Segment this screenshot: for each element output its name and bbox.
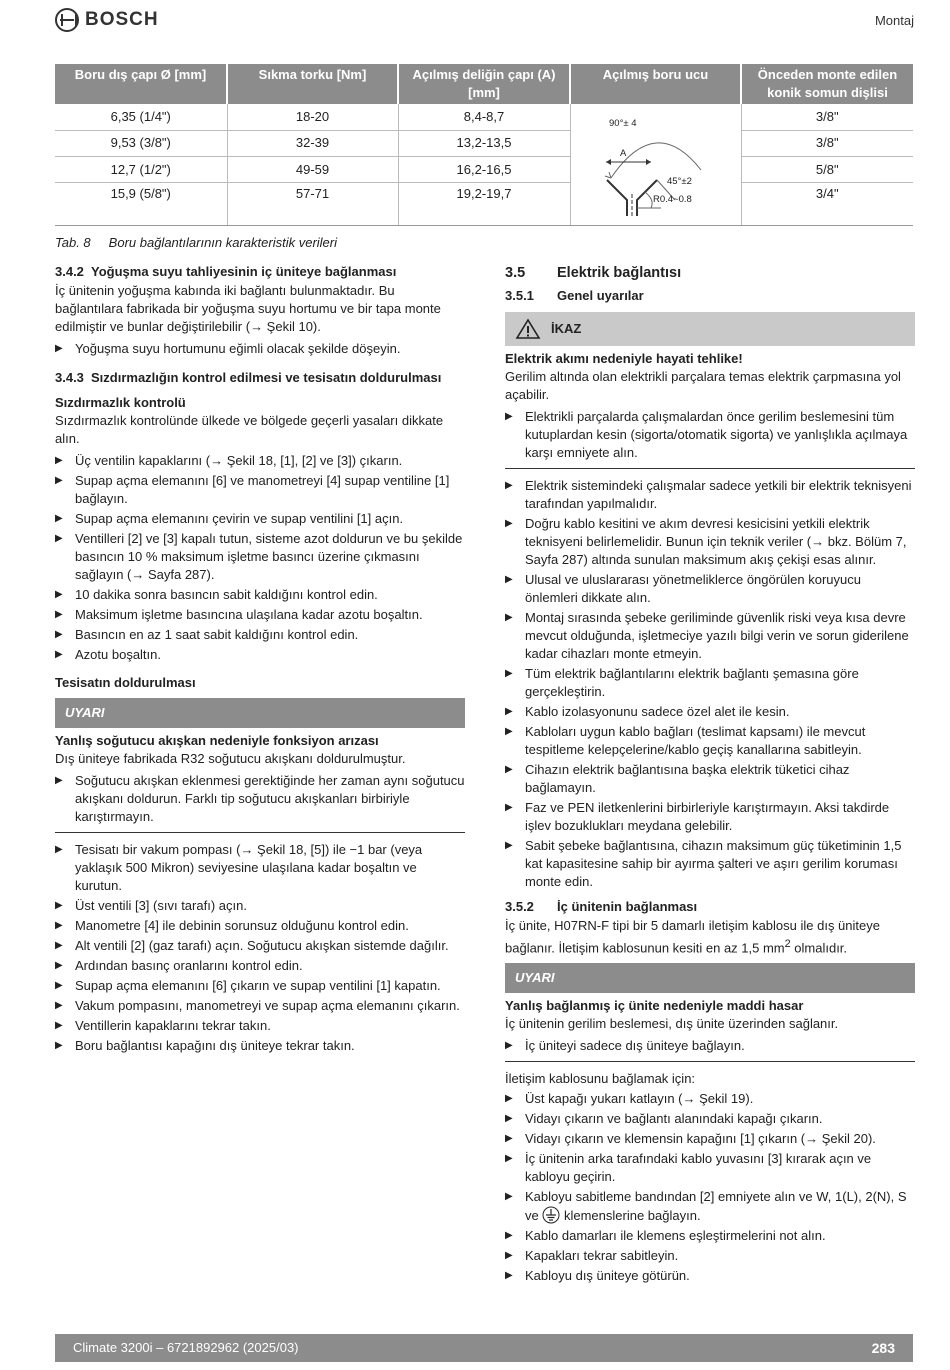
right-column — [505, 262, 915, 1287]
table-cell: 3/8" — [741, 130, 913, 156]
table-cell: 32-39 — [227, 130, 398, 156]
page-footer — [55, 1334, 913, 1362]
paragraph: İç ünite, H07RN-F tipi bir 5 damarlı iletişim kablosu ile dış üniteye bağlanır. İletişim kablosunun kesiti en az 1,5 $mm^2$ olmalıdır. — [505, 918, 880, 956]
paragraph: İç ünitenin yoğuşma kabında iki bağlantı bulunmaktadır. Bu bağlantılara fabrikada bir yoğuşma suyu hortumu ve bir tapa monte edilmiştir ve bunlar değiştirilebilir (→ Şekil 10). — [55, 283, 441, 334]
subheading-filling: Tesisatın doldurulması — [55, 675, 196, 690]
table-row — [55, 183, 913, 226]
table-row — [55, 104, 913, 130]
list-item: ▶ Boru bağlantısı kapağını dış üniteye tekrar takın. — [55, 1037, 465, 1055]
warning-banner: UYARI — [505, 963, 915, 993]
table-cell: 16,2-16,5 — [398, 156, 570, 182]
list-item: ▶ Üç ventilin kapaklarını (→ Şekil 18, [1], [2] ve [3]) çıkarın. — [55, 452, 465, 470]
table-cell: 19,2-19,7 — [398, 183, 570, 226]
list-item: ▶ Maksimum işletme basıncına ulaşılana kadar azotu boşaltın. — [55, 606, 465, 624]
list-item: ▶ Üst kapağı yukarı katlayın (→ Şekil 19). — [505, 1090, 915, 1108]
table-cell: 9,53 (3/8") — [55, 130, 227, 156]
table-cell: 12,7 (1/2") — [55, 156, 227, 182]
list-item: ▶ Supap açma elemanını [6] ve manometreyi [4] supap ventiline [1] bağlayın. — [55, 472, 465, 508]
danger-title: Elektrik akımı nedeniyle hayati tehlike! — [505, 351, 743, 366]
list-item: ▶ Cihazın elektrik bağlantısına başka elektrik tüketici cihaz bağlamayın. — [505, 761, 915, 797]
table-cell: 6,35 (1/4") — [55, 104, 227, 130]
flare-diagram — [571, 104, 741, 220]
danger-label: İKAZ — [551, 321, 582, 336]
list-item: ▶ 10 dakika sonra basıncın sabit kaldığını kontrol edin. — [55, 586, 465, 604]
list-item: ▶ Manometre [4] ile debinin sorunsuz olduğunu kontrol edin. — [55, 917, 465, 935]
warning-title: Yanlış bağlanmış iç ünite nedeniyle maddi hasar — [505, 998, 804, 1014]
list-item: ▶ Kablo izolasyonunu sadece özel alet ile kesin. — [505, 703, 915, 721]
warning-text: İç ünitenin gerilim beslemesi, dış ünite üzerinden sağlanır. — [505, 1016, 839, 1032]
danger-text: Gerilim altında olan elektrikli parçalara temas elektrik çarpmasına yol açabilir. — [505, 369, 901, 402]
subheading-leak-check: Sızdırmazlık kontrolü — [55, 395, 186, 410]
section-title: Montaj — [874, 13, 914, 28]
left-column — [55, 262, 465, 1057]
list-item: ▶ Ardından basınç oranlarını kontrol edin. — [55, 957, 465, 975]
table-header: Boru dış çapı Ø [mm] — [55, 64, 227, 104]
list-item: ▶ Kabloyu sabitleme bandından [2] emniyete alın ve W, 1(L), 2(N), S ve klemenslerine bağlayın. — [505, 1188, 915, 1225]
bosch-armature-icon — [55, 8, 79, 32]
caption-text: Boru bağlantılarının karakteristik verileri — [108, 235, 337, 250]
warning-bullets — [55, 772, 465, 833]
list-item: ▶ Montaj sırasında şebeke geriliminde güvenlik riski veya kısa devre mevcut olduğunda, işletmeciye yazılı bilgi verin ve sorun giderilene kadar cihazları monte etmeyin. — [505, 609, 915, 663]
table-cell: 49-59 — [227, 156, 398, 182]
list-item: ▶ Vidayı çıkarın ve bağlantı alanındaki kapağı çıkarın. — [505, 1110, 915, 1128]
list-item: ▶ Tüm elektrik bağlantılarını elektrik bağlantı şemasına göre gerçekleştirin. — [505, 665, 915, 701]
list-item: ▶ Azotu boşaltın. — [55, 646, 465, 664]
warning-banner: UYARI — [55, 698, 465, 728]
list-item: ▶ Supap açma elemanını çevirin ve supap ventilini [1] açın. — [55, 510, 465, 528]
list-item: ▶ İç ünitenin arka tarafındaki kablo yuvasını [3] kırarak açın ve kabloyu geçirin. — [505, 1150, 915, 1186]
list-item: ▶ Doğru kablo kesitini ve akım devresi kesicisini yetkili elektrik teknisyeni belirlemelidir. Bunun için teknik veriler (→ bkz. Bölüm 7, Sayfa 287) altında sunulan maksimum akış çekişi esas alınır. — [505, 515, 915, 569]
table-header: Açılmış boru ucu — [570, 64, 741, 104]
bullet-list — [55, 452, 465, 664]
table-cell: 13,2-13,5 — [398, 130, 570, 156]
list-item: ▶ Sabit şebeke bağlantısına, cihazın maksimum güç tüketiminin 1,5 kat kapasitesine sahip bir ayırma şalteri ve aşırı gerilim koruması monte edin. — [505, 837, 915, 891]
list-item: ▶ Basıncın en az 1 saat sabit kaldığını kontrol edin. — [55, 626, 465, 644]
table-cell: 57-71 — [227, 183, 398, 226]
list-item: ▶ Elektrikli parçalarda çalışmalardan önce gerilim beslemesini tüm kutuplardan kesin (sigorta/otomatik sigorta) ve yanlışlıkla açılmaya karşı emniyete alın. — [505, 408, 915, 462]
list-item: ▶ Ventillerin kapaklarını tekrar takın. — [55, 1017, 465, 1035]
pipe-spec-table — [55, 64, 913, 226]
list-item: ▶ Kabloyu dış üniteye götürün. — [505, 1267, 915, 1285]
list-item: ▶ Supap açma elemanını [6] çıkarın ve supap ventilini [1] kapatın. — [55, 977, 465, 995]
bullet-list — [505, 477, 915, 891]
list-item: ▶ İç üniteyi sadece dış üniteye bağlayın. — [505, 1037, 915, 1055]
list-item: ▶ Soğutucu akışkan eklenmesi gerektiğinde her zaman aynı soğutucu akışkanı doldurun. Farklı tip soğutucu akışkanları birbiriyle karıştırmayın. — [55, 772, 465, 826]
list-item: ▶ Faz ve PEN iletkenlerini birbirleriyle karıştırmayın. Aksi takdirde işlev bozuklukları meydana gelebilir. — [505, 799, 915, 835]
list-item: ▶ Alt ventili [2] (gaz tarafı) açın. Soğutucu akışkan sistemde dağılır. — [55, 937, 465, 955]
paragraph: İletişim kablosunu bağlamak için: — [505, 1071, 696, 1087]
list-item: ▶ Vakum pompasını, manometreyi ve supap açma elemanını çıkarın. — [55, 997, 465, 1015]
ground-symbol-icon — [542, 1206, 560, 1224]
danger-banner — [505, 312, 915, 346]
warning-text: Dış üniteye fabrikada R32 soğutucu akışkanı doldurulmuştur. — [55, 751, 406, 766]
label-a: A — [619, 148, 626, 159]
brand-name: BOSCH — [85, 9, 159, 30]
table-cell: 5/8" — [741, 156, 913, 182]
list-item: ▶ Üst ventili [3] (sıvı tarafı) açın. — [55, 897, 465, 915]
caption-label: Tab. 8 — [55, 235, 91, 250]
brand-logo — [55, 8, 159, 32]
section-heading-352: 3.5.2 İç ünitenin bağlanması — [505, 899, 698, 914]
danger-bullets — [505, 408, 915, 469]
list-item: ▶ Vidayı çıkarın ve klemensin kapağını [1] çıkarın (→ Şekil 20). — [505, 1130, 915, 1148]
list-item: ▶ Tesisatı bir vakum pompası (→ Şekil 18, [5]) ile −1 bar (veya yaklaşık 500 Mikron) seviyesine ulaşılana kadar boşaltın ve kurutun. — [55, 841, 465, 895]
list-item: ▶ Yoğuşma suyu hortumunu eğimli olacak şekilde döşeyin. — [55, 340, 465, 358]
table-header: Açılmış deliğin çapı (A) [mm] — [398, 64, 570, 104]
table-row — [55, 156, 913, 182]
table-header-row — [55, 64, 913, 104]
table-cell: 15,9 (5/8") — [55, 183, 227, 226]
list-item: ▶ Ulusal ve uluslararası yönetmeliklerce öngörülen koruyucu önlemleri dikkate alın. — [505, 571, 915, 607]
bullet-list — [505, 1090, 915, 1285]
table-caption — [55, 234, 355, 252]
section-heading-351: 3.5.1 Genel uyarılar — [505, 288, 644, 303]
bullet-list — [55, 841, 465, 1055]
section-heading-342: 3.4.2 Yoğuşma suyu tahliyesinin iç üniteye bağlanması — [55, 264, 397, 279]
list-item: ▶ Kapakları tekrar sabitleyin. — [505, 1247, 915, 1265]
angle-top-label: 90°± 4 — [608, 118, 637, 129]
table-row — [55, 130, 913, 156]
table-cell: 8,4-8,7 — [398, 104, 570, 130]
table-cell: 3/4" — [741, 183, 913, 226]
section-heading-343: 3.4.3 Sızdırmazlığın kontrol edilmesi ve tesisatın doldurulması — [55, 370, 442, 385]
table-cell: 3/8" — [741, 104, 913, 130]
document-id: Climate 3200i – 6721892962 (2025/03) — [73, 1340, 299, 1355]
angle-side-label: 45°±2 — [666, 176, 692, 187]
paragraph: Sızdırmazlık kontrolünde ülkede ve bölgede geçerli yasaları dikkate alın. — [55, 413, 444, 446]
list-item: ▶ Kabloları uygun kablo bağları (teslimat kapsamı) ile mevcut tespitleme kelepçelerine/kablo geçiş kanallarına sabitleyin. — [505, 723, 915, 759]
page-number: 283 — [871, 1340, 895, 1356]
bullet-list — [55, 340, 465, 358]
radius-label: R0.4~0.8 — [652, 194, 692, 205]
list-item: ▶ Kablo damarları ile klemens eşleştirmelerini not alın. — [505, 1227, 915, 1245]
table-cell: 18-20 — [227, 104, 398, 130]
section-heading-35: 3.5 Elektrik bağlantısı — [505, 265, 682, 281]
warning-title: Yanlış soğutucu akışkan nedeniyle fonksiyon arızası — [55, 733, 379, 748]
warning-bullets — [505, 1037, 915, 1062]
table-header: Önceden monte edilen konik somun dişlisi — [741, 64, 913, 104]
list-item: ▶ Elektrik sistemindeki çalışmalar sadece yetkili bir elektrik teknisyeni tarafından yapılmalıdır. — [505, 477, 915, 513]
warning-triangle-icon — [515, 318, 541, 340]
flare-diagram-cell — [570, 104, 741, 226]
table-header: Sıkma torku [Nm] — [227, 64, 398, 104]
list-item: ▶ Ventilleri [2] ve [3] kapalı tutun, sisteme azot doldurun ve bu şekilde basıncın 10 % maksimum işletme basıncı üzerine çıkmasını sağlayın (→ Sayfa 287). — [55, 530, 465, 584]
